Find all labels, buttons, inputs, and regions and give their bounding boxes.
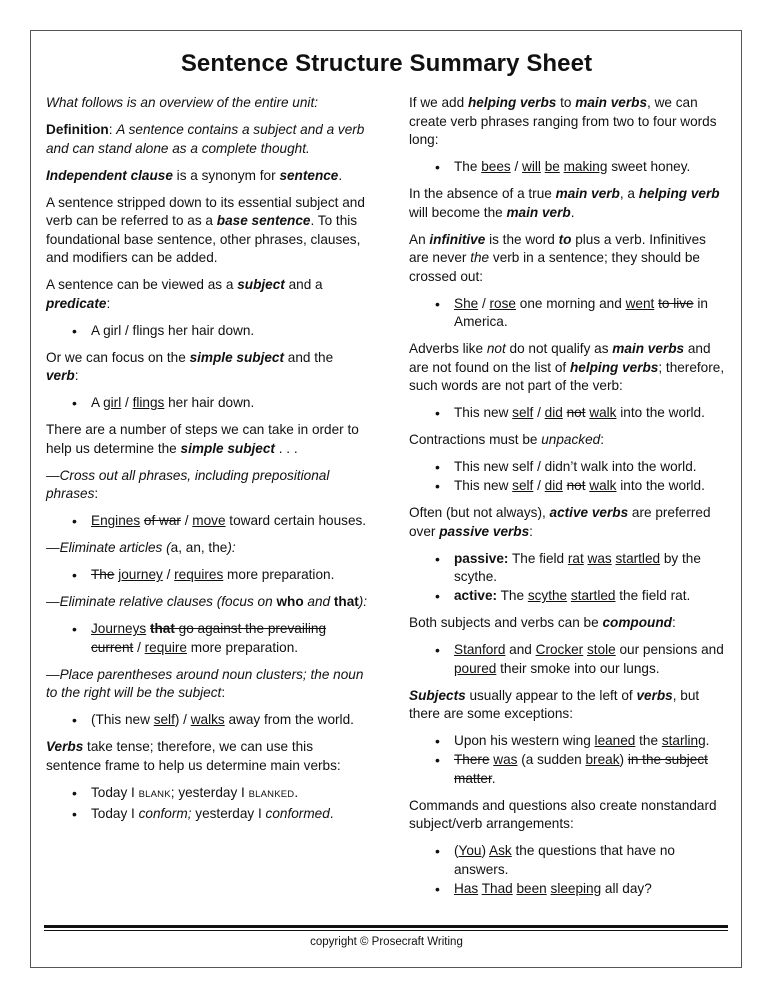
list-item: • Journeys that go against the prevailing current / require more preparation. (91, 620, 368, 657)
list-item: • A girl / flings her hair down. (91, 322, 368, 341)
list-item: • Stanford and Crocker stole our pensions and poured their smoke into our lungs. (454, 641, 729, 678)
steps-paragraph: There are a number of steps we can take in order to help us determine the simple subject . . . (46, 422, 359, 456)
step-cross-out-phrases: —Cross out all phrases, including prepositional phrases: (46, 467, 330, 501)
example-list (409, 641, 729, 678)
list-item: • Has Thad been sleeping all day? (454, 880, 729, 899)
intro-text: What follows is an overview of the entire unit: (46, 95, 319, 110)
example-list (46, 620, 368, 657)
list-item: • Upon his western wing leaned the starling. (454, 732, 729, 751)
example-list (409, 732, 729, 788)
example-list (46, 512, 368, 531)
example-list (409, 158, 729, 177)
footer-rule-thin (44, 930, 728, 931)
copyright-footer: copyright © Prosecraft Writing (310, 936, 463, 948)
list-item: • She / rose one morning and went to live in America. (454, 295, 729, 332)
list-item: • The bees / will be making sweet honey. (454, 158, 729, 177)
example-list (409, 404, 729, 423)
list-item: • passive: The field rat was startled by the scythe. (454, 550, 729, 587)
list-item: • This new self / didn’t walk into the world. (454, 458, 729, 477)
list-item: • A girl / flings her hair down. (91, 394, 368, 413)
simple-subject-paragraph: Or we can focus on the simple subject and the verb: (46, 349, 334, 383)
example-list (46, 566, 368, 585)
example-list (46, 711, 368, 730)
infinitive-paragraph: An infinitive is the word to plus a verb. Infinitives are never the verb in a sentence; they should be crossed out: (409, 231, 706, 284)
helping-verbs-paragraph: If we add helping verbs to main verbs, we can create verb phrases ranging from two to four words long: (409, 95, 717, 147)
subjects-paragraph: Subjects usually appear to the left of verbs, but there are some exceptions: (409, 687, 700, 721)
footer-rule-thick (44, 925, 728, 928)
definition-paragraph: Definition: A sentence contains a subject and a verb and can stand alone as a complete thought. (46, 122, 365, 156)
list-item: • The journey / requires more preparation. (91, 566, 368, 585)
contractions-paragraph: Contractions must be unpacked: (409, 432, 604, 447)
main-verb-absence-paragraph: In the absence of a true main verb, a helping verb will become the main verb. (409, 186, 720, 220)
example-list (409, 842, 729, 898)
list-item: • (This new self) / walks away from the world. (91, 711, 368, 730)
list-item: • active: The scythe startled the field rat. (454, 587, 729, 606)
list-item: • This new self / did not walk into the world. (454, 404, 729, 423)
verbs-paragraph: Verbs take tense; therefore, we can use this sentence frame to help us determine main verbs: (46, 739, 341, 773)
adverbs-paragraph: Adverbs like not do not qualify as main verbs and are not found on the list of helping verbs; therefore, such words are not part of the verb: (409, 341, 725, 393)
example-list (46, 322, 368, 341)
step-eliminate-relative-clauses: —Eliminate relative clauses (focus on who and that): (46, 594, 368, 609)
example-list (409, 295, 729, 332)
base-sentence-paragraph: A sentence stripped down to its essential subject and verb can be referred to as a base sentence. To this foundational base sentence, other phrases, clauses, and modifiers can be added. (46, 194, 365, 265)
list-item: • Today I BLANK; yesterday I BLANKED. (91, 784, 368, 805)
list-item: • Today I conform; yesterday I conformed. (91, 805, 368, 824)
commands-paragraph: Commands and questions also create nonstandard subject/verb arrangements: (409, 797, 717, 831)
example-list (409, 550, 729, 606)
example-list (46, 784, 368, 824)
compound-paragraph: Both subjects and verbs can be compound: (409, 615, 676, 630)
step-parentheses-noun-clusters: —Place parentheses around noun clusters; the noun to the right will be the subject: (46, 666, 364, 700)
active-passive-paragraph: Often (but not always), active verbs are preferred over passive verbs: (409, 505, 711, 539)
independent-clause-paragraph: Independent clause is a synonym for sentence. (46, 167, 343, 183)
example-list (46, 394, 368, 413)
example-list (409, 458, 729, 496)
subject-predicate-paragraph: A sentence can be viewed as a subject and a predicate: (46, 277, 323, 311)
list-item: • There was (a sudden break) in the subject matter. (454, 751, 729, 788)
left-column (46, 94, 368, 832)
page-title: Sentence Structure Summary Sheet (180, 50, 593, 77)
list-item: • This new self / did not walk into the world. (454, 477, 729, 496)
list-item: • Engines of war / move toward certain houses. (91, 512, 368, 531)
list-item: • (You) Ask the questions that have no answers. (454, 842, 729, 879)
right-column (409, 94, 729, 907)
step-eliminate-articles: —Eliminate articles (a, an, the): (46, 540, 236, 555)
